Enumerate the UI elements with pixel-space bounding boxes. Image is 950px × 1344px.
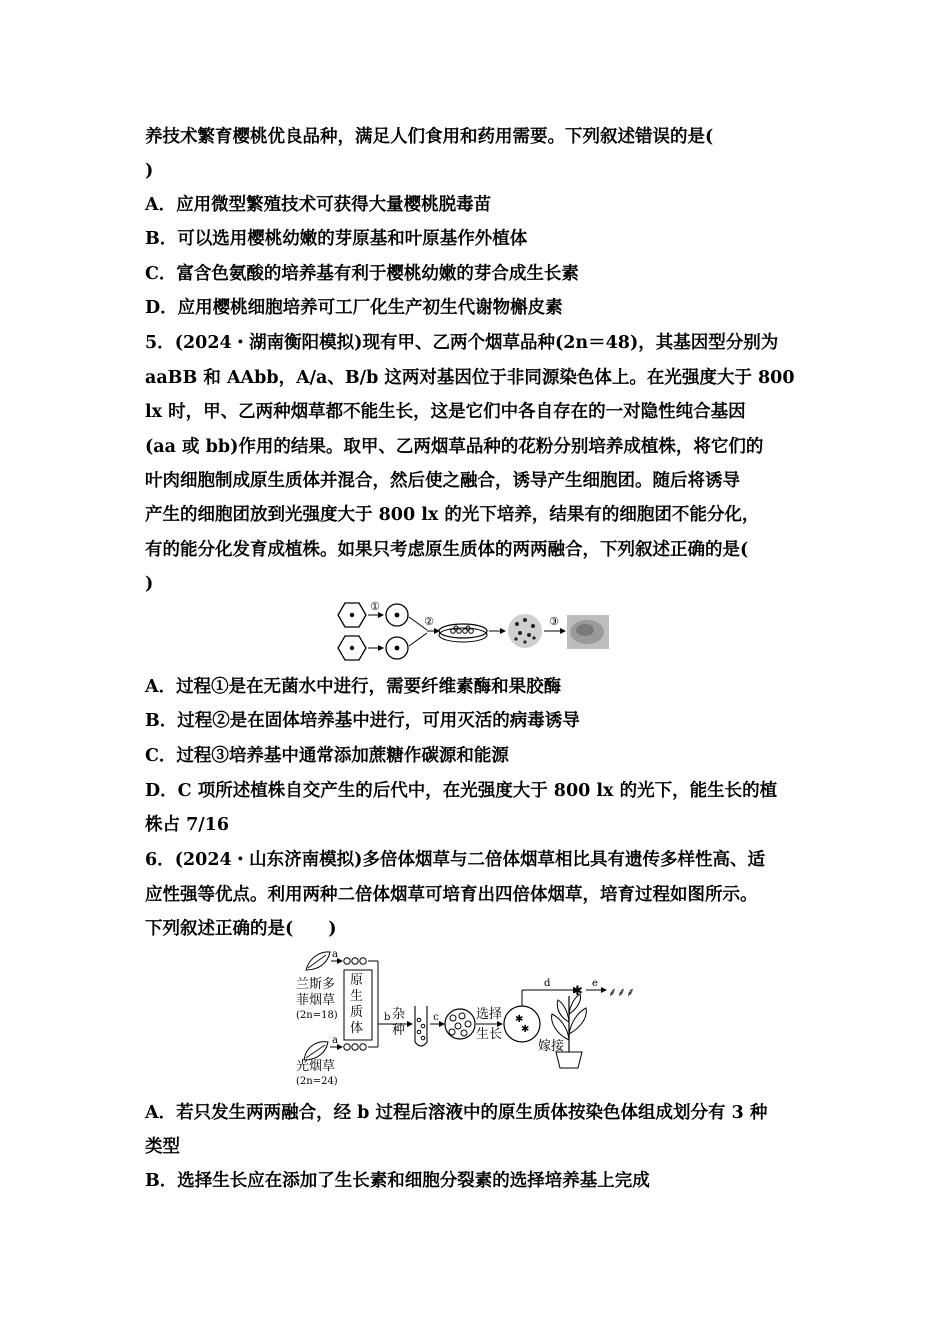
q5-line-3: (aa 或 bb)作用的结果。取甲、乙两烟草品种的花粉分别培养成植株，将它们的 bbox=[145, 437, 764, 457]
q5-line-2: lx 时，甲、乙两种烟草都不能生长，这是它们中各自存在的一对隐性纯合基因 bbox=[145, 402, 746, 422]
q5-option-c: C．过程③培养基中通常添加蔗糖作碳源和能源 bbox=[145, 746, 509, 766]
q5-figure bbox=[335, 598, 615, 666]
label-e: e bbox=[592, 978, 598, 989]
step3-label: ③ bbox=[549, 615, 559, 628]
q6-number: 6． bbox=[145, 850, 175, 870]
label-c: c bbox=[433, 1012, 439, 1023]
q5-first-line bbox=[145, 332, 825, 354]
graft-text: 嫁接 bbox=[538, 1039, 565, 1054]
plant2-name: 光烟草 bbox=[296, 1059, 336, 1074]
svg-text:✱: ✱ bbox=[521, 1024, 530, 1035]
bud-icon: ✱ bbox=[572, 984, 583, 999]
q5-close: ) bbox=[145, 574, 154, 594]
proto-char-1: 原 bbox=[350, 973, 364, 988]
label-a-bottom: a bbox=[332, 1035, 338, 1046]
q6-option-a-cont: 类型 bbox=[145, 1137, 180, 1157]
q6-figure bbox=[288, 948, 668, 1090]
label-b: b bbox=[384, 1012, 391, 1023]
label-d: d bbox=[544, 978, 551, 989]
q4-option-d: D．应用樱桃细胞培养可工厂化生产初生代谢物槲皮素 bbox=[145, 298, 563, 318]
plant2-ploidy: (2n=24) bbox=[296, 1076, 338, 1087]
q5-option-d-cont: 株占 7/16 bbox=[145, 815, 230, 835]
svg-text:✱: ✱ bbox=[515, 1014, 524, 1025]
q5-source: (2024・湖南衡阳模拟) bbox=[174, 333, 363, 353]
proto-char-3: 质 bbox=[350, 1005, 364, 1020]
hybrid-char-2: 种 bbox=[392, 1023, 406, 1038]
label-a-top: a bbox=[332, 949, 338, 960]
q6-first-line bbox=[145, 849, 825, 871]
q4-stem-close: ) bbox=[145, 161, 154, 181]
proto-char-4: 体 bbox=[350, 1021, 364, 1036]
step1-label: ① bbox=[370, 600, 380, 613]
q4-stem-end: 养技术繁育樱桃优良品种，满足人们食用和药用需要。下列叙述错误的是( bbox=[145, 127, 714, 147]
plant1-ploidy: (2n=18) bbox=[296, 1010, 338, 1021]
q5-number: 5． bbox=[145, 333, 175, 353]
q6-line-0: 多倍体烟草与二倍体烟草相比具有遗传多样性高、适 bbox=[362, 850, 765, 870]
hybrid-char-1: 杂 bbox=[392, 1007, 406, 1022]
q5-line-0: 现有甲、乙两个烟草品种(2n＝48)，其基因型分别为 bbox=[362, 333, 779, 353]
q6-option-b: B．选择生长应在添加了生长素和细胞分裂素的选择培养基上完成 bbox=[145, 1171, 650, 1191]
q5-line-1: aaBB 和 AAbb，A/a、B/b 这两对基因位于非同源染色体上。在光强度大于 800 bbox=[145, 368, 795, 388]
q6-source: (2024・山东济南模拟) bbox=[174, 850, 363, 870]
proto-char-2: 生 bbox=[350, 989, 364, 1004]
q6-option-a: A．若只发生两两融合，经 b 过程后溶液中的原生质体按染色体组成划分有 3 种 bbox=[145, 1103, 768, 1123]
q5-line-4: 叶肉细胞制成原生质体并混合，然后使之融合，诱导产生细胞团。随后将诱导 bbox=[145, 471, 740, 491]
q5-option-a: A．过程①是在无菌水中进行，需要纤维素酶和果胶酶 bbox=[145, 677, 562, 697]
q5-option-d: D．C 项所述植株自交产生的后代中，在光强度大于 800 lx 的光下，能生长的植 bbox=[145, 781, 778, 801]
q4-option-c: C．富含色氨酸的培养基有利于樱桃幼嫩的芽合成生长素 bbox=[145, 264, 579, 284]
plant1-name-1: 兰斯多 bbox=[296, 977, 336, 992]
q5-option-b: B．过程②是在固体培养基中进行，可用灭活的病毒诱导 bbox=[145, 711, 580, 731]
plant1-name-2: 菲烟草 bbox=[296, 993, 336, 1008]
step2-label: ② bbox=[424, 615, 434, 628]
select-text-1: 选择 bbox=[476, 1007, 503, 1022]
flower-pot-icon bbox=[556, 1052, 582, 1068]
seedlings-icon: ⸙⸙⸙ bbox=[608, 985, 636, 999]
select-text-2: 生长 bbox=[476, 1027, 503, 1042]
q5-line-5: 产生的细胞团放到光强度大于 800 lx 的光下培养，结果有的细胞团不能分化， bbox=[145, 505, 760, 525]
q5-line-6: 有的能分化发育成植株。如果只考虑原生质体的两两融合，下列叙述正确的是( bbox=[145, 540, 749, 560]
q4-option-b: B．可以选用樱桃幼嫩的芽原基和叶原基作外植体 bbox=[145, 229, 528, 249]
q6-line-1: 应性强等优点。利用两种二倍体烟草可培育出四倍体烟草，培育过程如图所示。 bbox=[145, 885, 758, 905]
q4-option-a: A．应用微型繁殖技术可获得大量樱桃脱毒苗 bbox=[145, 195, 492, 215]
q6-line-2: 下列叙述正确的是( ) bbox=[145, 919, 337, 939]
